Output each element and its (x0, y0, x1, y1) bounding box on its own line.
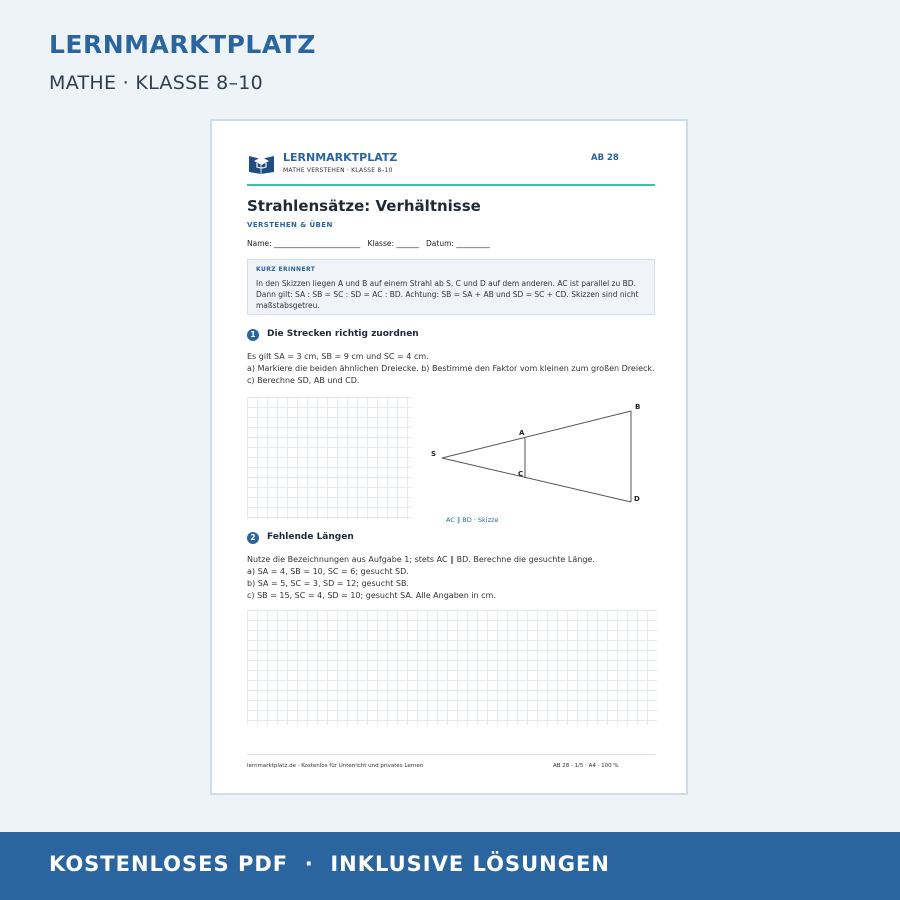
org-name: LERNMARKTPLATZ (283, 151, 398, 164)
reminder-text: In den Skizzen liegen A und B auf einem Strahl ab S, C und D auf dem anderen. AC ist parallel zu BD. Dann gilt: SA : SB = SC : SD = AC : BD. Achtung: SB = SA + AB und SD = SC + CD. Skizzen sind nicht maßstabsgetreu. (256, 279, 639, 310)
brand-title: LERNMARKTPLATZ (49, 30, 316, 59)
answer-grid-1[interactable] (247, 397, 412, 519)
task-number-badge: 2 (247, 532, 259, 544)
header-divider (247, 184, 655, 186)
label-b: B (635, 403, 641, 411)
sheet-code: AB 28 (591, 153, 619, 163)
banner-text: KOSTENLOSES PDF · INKLUSIVE LÖSUNGEN (49, 852, 610, 876)
label-d: D (634, 495, 640, 503)
footer-left: lernmarktplatz.de · Kostenlos für Unterricht und privates Lernen (247, 763, 424, 769)
name-class-date-fields: Name: _______________________ Klasse: ______ Datum: _________ (247, 239, 491, 248)
task2-line: b) SA = 5, SC = 3, SD = 12; gesucht SB. (247, 579, 409, 588)
subject-subtitle: MATHE · KLASSE 8–10 (49, 72, 264, 94)
reminder-label: KURZ ERINNERT (256, 266, 316, 273)
label-s: S (431, 450, 437, 458)
org-tagline: MATHE VERSTEHEN · KLASSE 8–10 (283, 167, 393, 174)
graduation-book-icon (248, 152, 275, 174)
ray-theorem-sketch (432, 396, 662, 521)
footer-divider (247, 754, 655, 755)
answer-grid-2[interactable] (247, 610, 657, 725)
label-c: C (518, 470, 524, 478)
worksheet-title: Strahlensätze: Verhältnisse (247, 197, 481, 215)
ray-sd (442, 458, 631, 502)
task2-title: Fehlende Längen (267, 532, 354, 542)
task2-line: c) SB = 15, SC = 4, SD = 10; gesucht SA. Alle Angaben in cm. (247, 591, 496, 600)
bottom-banner[interactable] (0, 832, 900, 900)
worksheet-preview[interactable] (210, 119, 688, 795)
footer-right: AB 28 · 1/5 · A4 · 100 % (553, 763, 619, 769)
worksheet-subtitle: VERSTEHEN & ÜBEN (247, 221, 333, 229)
task2-line: a) SA = 4, SB = 10, SC = 6; gesucht SD. (247, 567, 409, 576)
ray-sb (442, 411, 631, 458)
figure-caption: AC ∥ BD · Skizze (446, 516, 499, 524)
label-a: A (519, 429, 525, 437)
task1-title: Die Strecken richtig zuordnen (267, 329, 419, 339)
task1-line1: Es gilt SA = 3 cm, SB = 9 cm und SC = 4 cm. (247, 352, 429, 361)
reminder-box (247, 259, 655, 315)
task1-line2: a) Markiere die beiden ähnlichen Dreiecke. b) Bestimme den Faktor vom kleinen zum großen Dreieck. c) Berechne SD, AB und CD. (247, 364, 655, 385)
task2-line: Nutze die Bezeichnungen aus Aufgabe 1; stets AC ∥ BD. Berechne die gesuchte Länge. (247, 555, 595, 564)
task-number-badge: 1 (247, 329, 259, 341)
